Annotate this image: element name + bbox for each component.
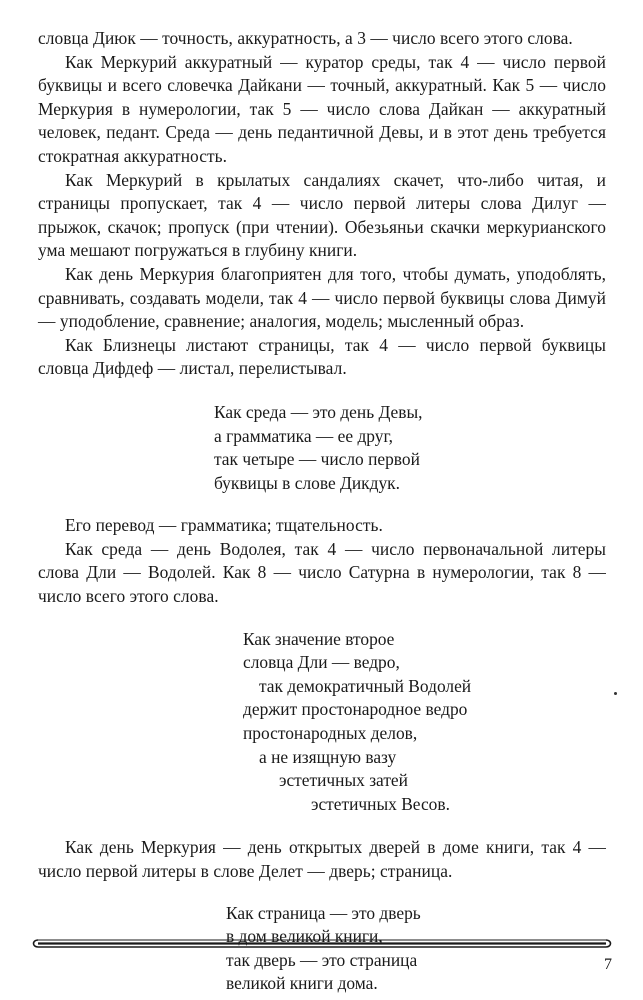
paragraph: Как Близнецы листают страницы, так 4 — число первой буквицы словца Дифдеф — листал, перелистывал. (38, 334, 606, 379)
paragraph: Как среда — день Водолея, так 4 — число первоначальной литеры слова Дли — Водолей. Как 8 — число Сатурна в нумерологии, так 8 — число всего этого слова. (38, 538, 606, 607)
poem-line: держит простонародное ведро (243, 699, 468, 720)
footer-ornament-rule (30, 935, 614, 953)
page-text (38, 27, 606, 996)
paragraph: Его перевод — грамматика; тщательность. (65, 515, 383, 536)
poem-line: так демократичный Водолей (259, 675, 472, 696)
poem-line: словца Дли — ведро, (243, 652, 400, 673)
poem-stanza (214, 401, 606, 495)
poem-line: эстетичных затей (279, 770, 408, 791)
poem-line: простонародных делов, (243, 723, 418, 744)
paragraph: словца Диюк — точность, аккуратность, а 3 — число всего этого слова. (38, 28, 573, 48)
page-number: 7 (604, 956, 612, 973)
poem-line: а не изящную вазу (259, 746, 397, 767)
ink-dot (614, 692, 617, 695)
poem-line: Как страница — это дверь (226, 902, 421, 923)
poem-line: Как значение второе (243, 628, 395, 649)
poem-line: эстетичных Весов. (311, 793, 450, 814)
poem-line: а грамматика — ее друг, (214, 425, 393, 446)
poem-line: великой книги дома. (226, 973, 378, 994)
paragraph: Как Меркурий в крылатых сандалиях скачет, что-либо читая, и страницы пропускает, так 4 — число первой литеры слова Дилуг — прыжок, скачок; пропуск (при чтении). Обезьяньи скачки меркурианского ума мешают погружаться в глубину книги. (38, 169, 606, 261)
poem-line: в дом великой книги, (226, 926, 383, 947)
poem-line: буквицы в слове Дикдук. (214, 472, 400, 493)
paragraph: Как день Меркурия благоприятен для того, чтобы думать, уподоблять, сравнивать, создавать модели, так 4 — число первой буквицы слова Димуй — уподобление, сравнение; аналогия, модель; мысленный образ. (38, 263, 606, 332)
poem-stanza (243, 628, 606, 817)
paragraph: Как Меркурий аккуратный — куратор среды, так 4 — число первой буквицы и всего словечка Дайкани — точный, аккуратный. Как 5 — число Меркурия в нумерологии, так 5 — число слова Дайкан — аккуратный человек, педант. Среда — день педантичной Девы, и в этот день требуется стократная аккуратность. (38, 51, 606, 166)
poem-line: так дверь — это страница (226, 949, 418, 970)
poem-line: так четыре — число первой (214, 449, 420, 470)
poem-line: Как среда — это день Девы, (214, 401, 423, 422)
paragraph: Как день Меркурия — день открытых дверей в доме книги, так 4 — число первой литеры в слове Делет — дверь; страница. (38, 837, 606, 881)
